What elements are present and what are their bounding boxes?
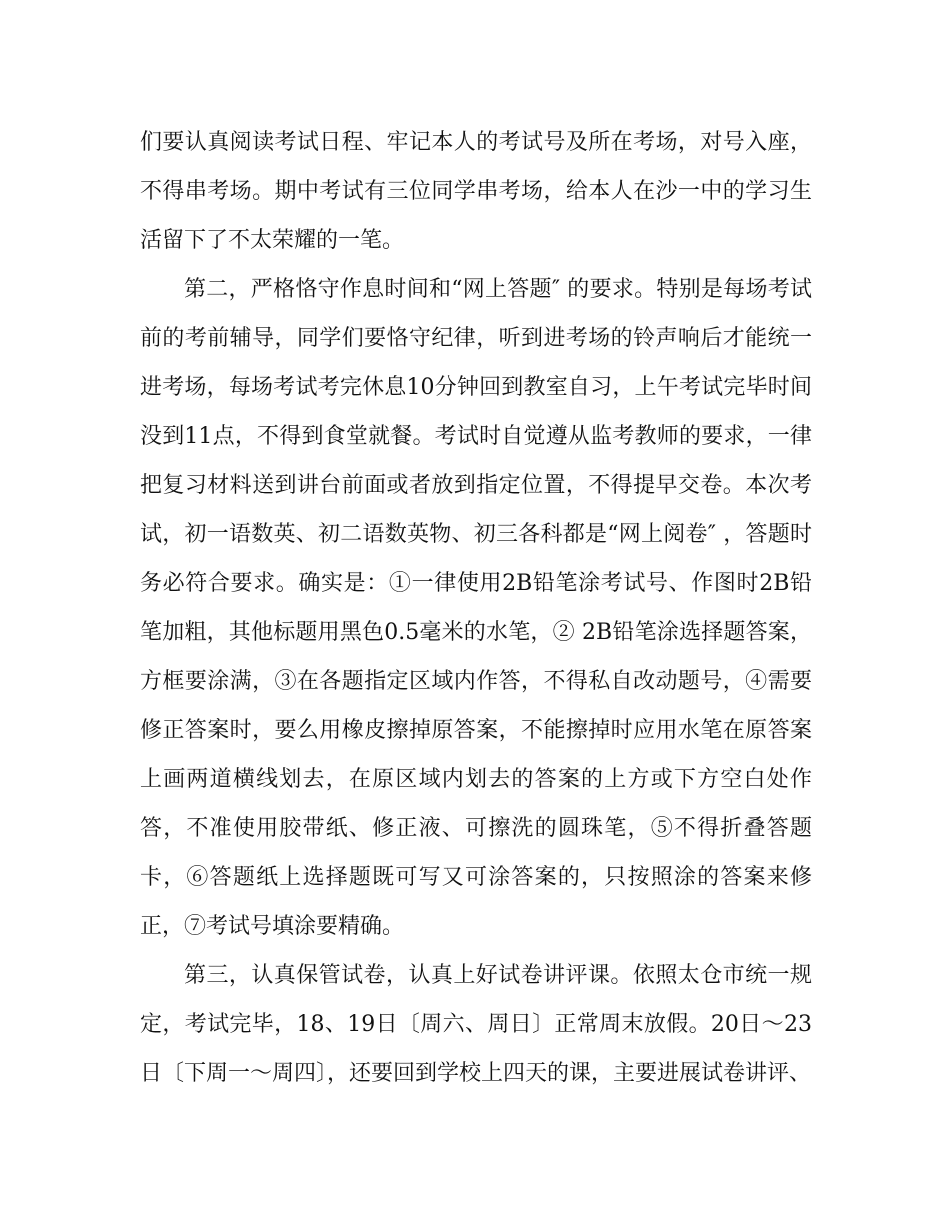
paragraph-2: 第二，严格恪守作息时间和“网上答题″ 的要求。特别是每场考试前的考前辅导，同学们要恪守纪律，听到进考场的铃声响后才能统一进考场，每场考试考完休息10分钟回到教室自习，上午考试完毕时间没到11点，不得到食堂就餐。考试时自觉遵从监考教师的要求，一律把复习材料送到讲台前面或者放到指定位置，不得提早交卷。本次考试，初一语数英、初二语数英物、初三各科都是“网上阅卷″ ，答题时务必符合要求。确实是：①一律使用2B铅笔涂考试号、作图时2B铅笔加粗，其他标题用黑色0.5毫米的水笔，② 2B铅笔涂选择题答案，方框要涂满，③在各题指定区域内作答，不得私自改动题号，④需要修正答案时，要么用橡皮擦掉原答案，不能擦掉时应用水笔在原答案上画两道横线划去，在原区域内划去的答案的上方或下方空白处作答，不准使用胶带纸、修正液、可擦洗的圆珠笔，⑤不得折叠答题卡，⑥答题纸上选择题既可写又可涂答案的，只按照涂的答案来修正，⑦考试号填涂要精确。 — [140, 277, 812, 939]
document-body — [140, 118, 812, 1098]
paragraph-3: 第三，认真保管试卷，认真上好试卷讲评课。依照太仓市统一规定，考试完毕，18、19日〔周六、周日〕正常周末放假。20日～23日〔下周一～周四〕，还要回到学校上四天的课，主要进展试卷讲评、 — [140, 963, 812, 1086]
paragraph-1: 们要认真阅读考试日程、牢记本人的考试号及所在考场，对号入座，不得串考场。期中考试有三位同学串考场，给本人在沙一中的学习生活留下了不太荣耀的一笔。 — [140, 130, 812, 253]
